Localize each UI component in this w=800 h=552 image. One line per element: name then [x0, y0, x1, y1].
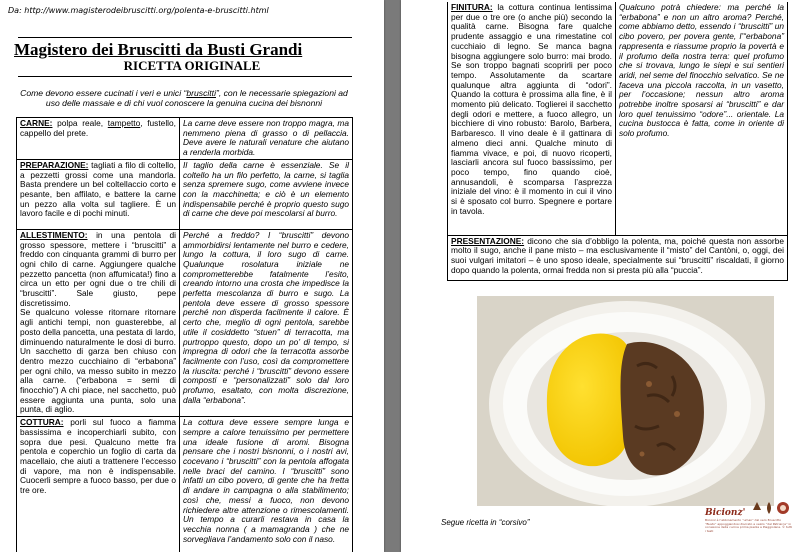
page-subtitle: RICETTA ORIGINALE: [123, 58, 261, 73]
caption: Segue ricetta in “corsivo”: [441, 518, 530, 527]
carne-right: La carne deve essere non troppo magra, ma nemmeno piena di grasso o di pellaccia. Deve avere le naturali venature che aiutano a renderla morbida.: [180, 118, 353, 160]
allestimento-right: Perché a freddo? I “bruscitti” devono ammorbidirsi lentamente nel burro e cedere, lungo la cottura, il loro sugo di carne. Qualunque rosolatura iniziale ne comprometterebbe fatalmente l’esito, creando intorno una crosta che impedisce la perfetta mescolanza di burro e sugo. La pentola deve essere di grosso spessore perché non disperda facilmente il calore. È certo che, meglio di ogni pentola, sarebbe utile il cosiddetto “stuen” di terracotta, ma purtroppo questo, dopo un po’ di tempo, si impregna di odori che la terracotta assorbe facilmente con l’uso, così da compromettere la riuscita: perché i “bruscitti” devono essere composti e “personalizzati” solo dal loro profumo, esaltato, con molta discrezione, dalla “erbabona”.: [180, 229, 353, 416]
logo-area: [705, 496, 795, 548]
finitura-left: FINITURA: la cottura continua lentissima per due o tre ore (o anche più) secondo la qualità carne. Bisogna fare qualche prudente assaggio e una rimestatine col cucchiaio di legno. Se manca bagna bisogna aggiungere solo burro: mai brodo. Se son troppo bagnati scoprirli per poco tempo. Assolutamente da scartare qualunque altra aggiunta di “odori”. Quando la cottura è prossima alla fine, è il momento più delicato. Toglierei il sacchetto degli odori e mettere, a fuoco allegro, un bicchiere di vino robusto: Barolo, Barbera, Barbaresco. Il vino deale è il gattinara di almeno dieci anni. Qualche minuto di fiamma vivace, e poi, di nuovo ricoperti, lasciarli ancora sul fuoco bassissimo, per poco tempo, fino quando cioè, annusandoli, è scomparsa l’asprezza iniziale del vino: è il momento in cui il vino si è sposato col burro. Spegnere e portare in tavola.: [448, 2, 616, 235]
row-preparazione: [17, 159, 353, 229]
presentazione-cell: PRESENTAZIONE: dicono che sia d’obbligo la polenta, ma, poiché questa non assorbe molto il sugo, anche il pane misto – ma esclusivamente il “misto” del Cantòni, o, oggi, dei suoi vulgari imitatori – è uno sposo ideale, specialmente sui “bruscitti” riscaldati, il giorno dopo quando la polenta, ormai fredda non si presta più alla “puccia”.: [448, 235, 788, 280]
logo-description: Bicionz è l’abbinamento “uman” dal vero Bruscitto “Busto” appoggiandosi discreto a vezzo “dal Patriarca” in occasione della cucina prima piazza a Piaggiolana. © tutti i testi: [705, 518, 793, 533]
row-finitura: [448, 2, 788, 235]
logo-icon: [751, 498, 793, 518]
preparazione-right: Il taglio della carne è essenziale. Se il coltello ha un filo perfetto, la carne, si taglia senza spremere sugo, come avviene invece con la macchinetta; e ciò è un elemento indispensabile perché è proprio questo sugo di carne che deve poi mescolarsi al burro.: [180, 159, 353, 229]
allestimento-left: ALLESTIMENTO: in una pentola di grosso spessore, mettere i “bruscitti” a freddo con cinquanta grammi di burro per ogni chilo di carne. Aggiungere qualche pezzetto pancetta (non affumicata!) fino a circa un etto per ogni due o tre chili di “bruscitti”. Sale giusto, pepe discretissimo. Se qualcuno volesse ritornare ritornare agli antichi tempi, non guasterebbe, al posto della pancetta, una pestata di lardo, diminuendo naturalmente le dosi di burro. Un sacchetto di garza ben chiuso con dentro mezzo cucchiaino di “erbabona” per ogni chilo, va messo subito in mezzo alla carne. (“erbabona = semi di finocchio”) A chi piace, nel sacchetto, può essere aggiunta una punta, solo una punta, di aglio.: [17, 229, 180, 416]
page-title: Magistero dei Bruscitti da Busti Grandi: [14, 40, 303, 59]
row-presentazione: [448, 235, 788, 280]
dish-photo: [477, 296, 774, 506]
row-allestimento: [17, 229, 353, 416]
title-rule-top: [18, 37, 352, 38]
preparazione-left: PREPARAZIONE: tagliati a filo di coltello, a pezzetti grossi come una mandorla. Basta prendere un bel coltellaccio corto e pesante, ben affilato, e battere la carne un pezzo alla volta sul tagliere. È un lavoro facile e di pochi minuti.: [17, 159, 180, 229]
carne-left: CARNE: polpa reale, tampetto, fustello, cappello del prete.: [17, 118, 180, 160]
plate-illustration: [477, 296, 774, 506]
cottura-left: COTTURA: porli sul fuoco a fiamma bassissima e incoperchiarli subito, con sopra due pesi. Qualcuno mette fra pentola e coperchio un foglio di carta da macellaio, che aiuti a trattenere l’eccesso di vapore, ma non è indispensabile. Cuocerli sempre a fuoco basso, per due o tre ore.: [17, 417, 180, 552]
title-rule-bottom: [18, 76, 352, 77]
intro-text: Come devono essere cucinati i veri e unici “bruscitti”, con le necessarie spiegazioni ad uso delle massaie e di chi vuol conoscere la genuina cucina dei bisnonni: [20, 88, 348, 108]
left-page: [0, 0, 384, 552]
source-url: Da: http://www.magisterodeibruscitti.org/polenta-e-bruscitti.html: [8, 6, 269, 15]
row-cottura: [17, 417, 353, 552]
logo-name: Bicionz': [705, 508, 746, 518]
row-carne: [17, 118, 353, 160]
finitura-right: Qualcuno potrà chiedere: ma perché la “erbabona” e non un altro aroma? Perché, come abbiamo detto, essendo i “bruscitti” un cibo povero, per povera gente, l’“erbabona” rappresenta e riassume proprio la povertà e il profumo della nostra terra: quel profumo che si trovava, lungo le siepi e sui sentieri aridi, nel seme del finocchio selvatico. Se ne faceva una piccola raccolta, in un vasetto, per l’occasione; nessun altro aroma potrebbe inoltre sposarsi ai “bruscitti” e dar loro quel tenuissimo “odore”... orientale. La cucina bustocca è fatta, come in oriente di solo profumo.: [616, 2, 788, 235]
recipe-table: [16, 117, 353, 552]
cottura-right: La cottura deve essere sempre lunga e sempre a calore tenuissimo per permettere una ideale fusione di aromi. Bisogna pensare che i nostri bisnonni, o i nostri avi, cocevano i “bruscitti” con la pentola affogata nelle braci del camino. I “bruscitti” sono infatti un cibo povero, di gente che ha fretta di andare in campagna o alla stabilimento; così che, messi a fuoco, non devono richiedere altre attenzione o rimescolamenti. Un tempo a curarli restava in casa la vecchia nonna ( a mamagranda ) che ne sorvegliava l’andamento solo con il naso.: [180, 417, 353, 552]
recipe-table-continued: [447, 2, 788, 281]
